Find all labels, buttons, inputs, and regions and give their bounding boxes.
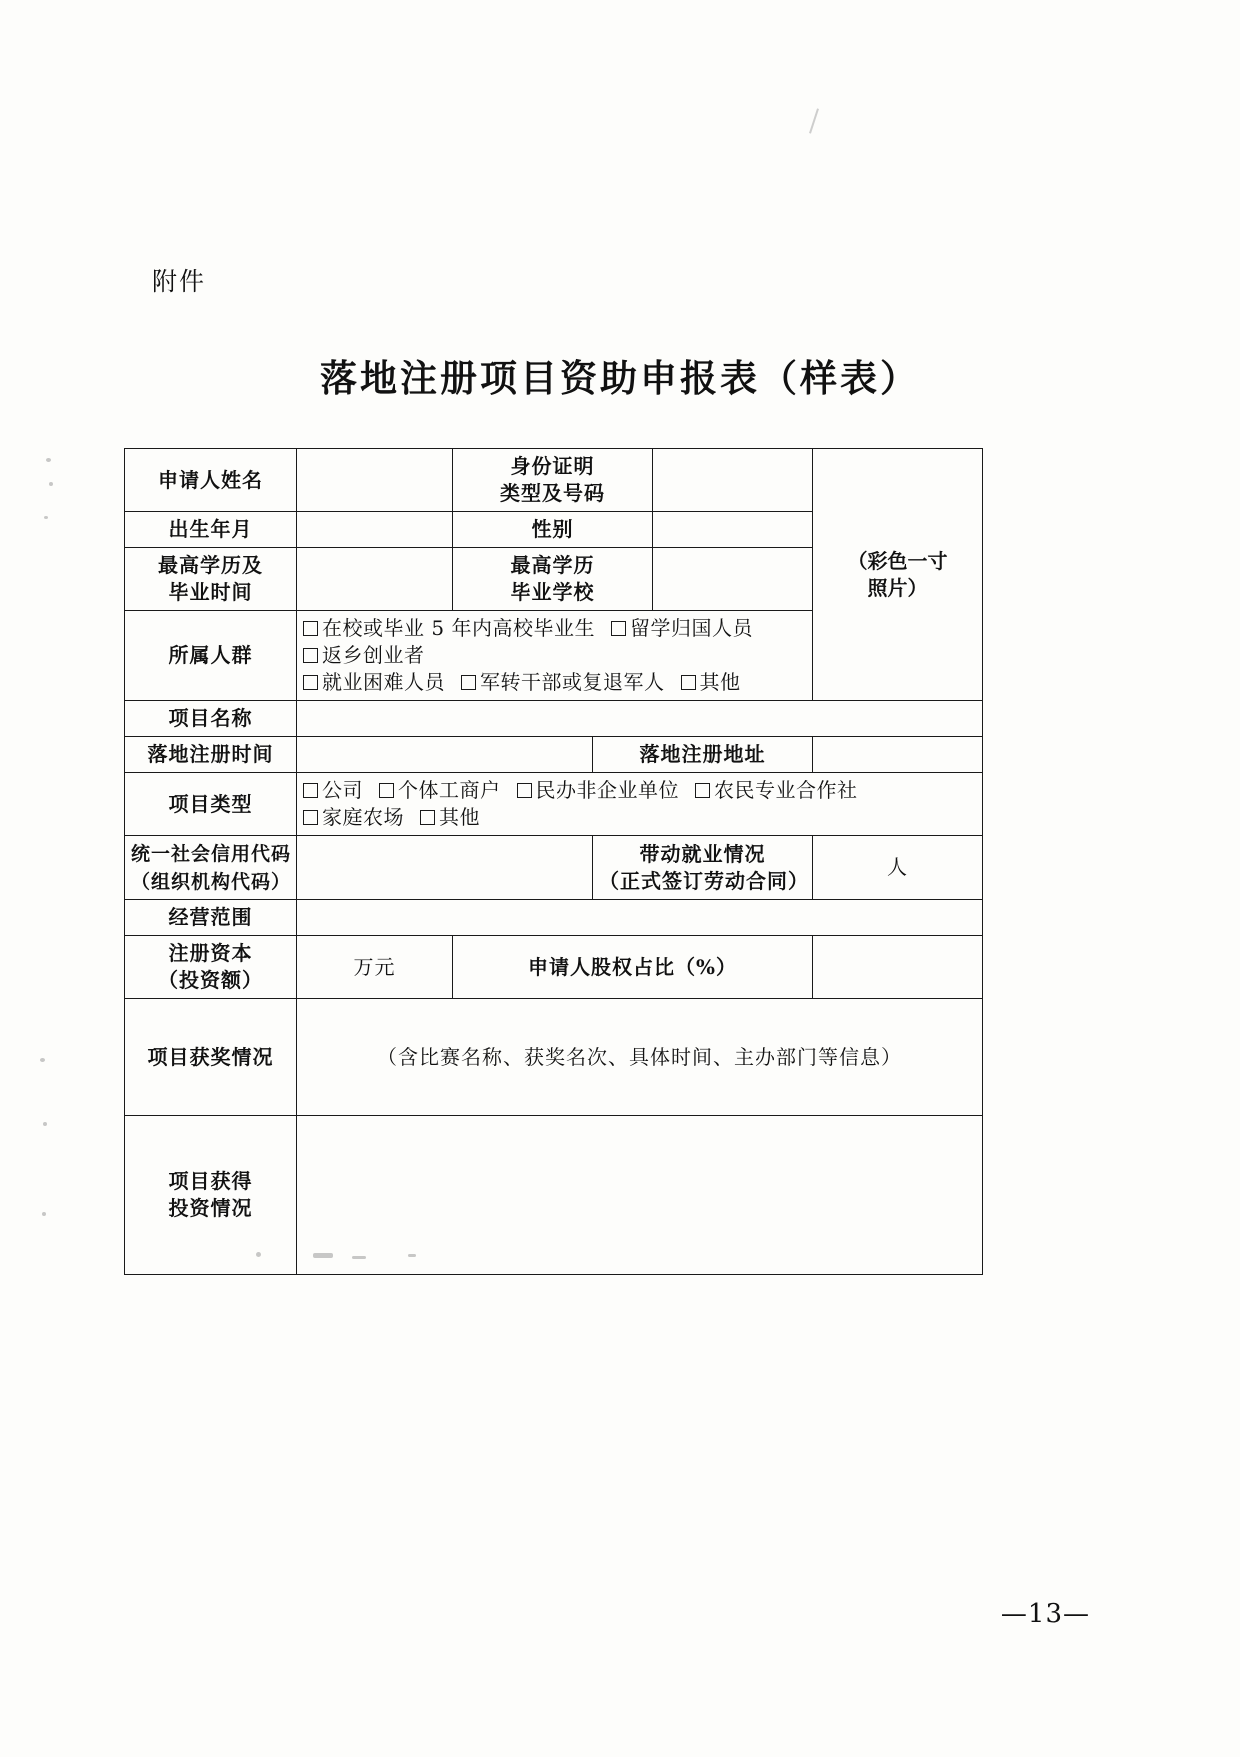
option-label: 公司 bbox=[322, 778, 363, 802]
checkbox-option-company[interactable] bbox=[303, 777, 363, 804]
award-label: 项目获奖情况 bbox=[125, 999, 297, 1116]
option-label: 留学归国人员 bbox=[629, 616, 753, 640]
register-address-value[interactable] bbox=[813, 737, 983, 773]
checkbox-option-farm[interactable] bbox=[303, 804, 404, 831]
project-type-label: 项目类型 bbox=[125, 773, 297, 836]
option-label: 个体工商户 bbox=[398, 778, 501, 802]
checkbox-icon[interactable] bbox=[303, 675, 318, 690]
award-note[interactable]: （含比赛名称、获奖名次、具体时间、主办部门等信息） bbox=[297, 999, 983, 1116]
credit-code-value[interactable] bbox=[297, 836, 593, 900]
investment-label: 项目获得 投资情况 bbox=[125, 1116, 297, 1275]
id-number-value[interactable] bbox=[653, 449, 813, 512]
project-type-options-cell bbox=[297, 773, 983, 836]
project-name-label: 项目名称 bbox=[125, 701, 297, 737]
scan-speck bbox=[46, 458, 51, 462]
page-title: 落地注册项目资助申报表（样表） bbox=[320, 356, 920, 400]
application-form-table bbox=[124, 448, 983, 1275]
applicant-name-value[interactable] bbox=[297, 449, 453, 512]
scan-speck bbox=[44, 516, 48, 519]
checkbox-icon[interactable] bbox=[303, 621, 318, 636]
option-label: 其他 bbox=[439, 805, 480, 829]
option-label: 在校或毕业 5 年内高校毕业生 bbox=[322, 616, 595, 640]
option-label: 农民专业合作社 bbox=[714, 778, 858, 802]
register-time-label: 落地注册时间 bbox=[125, 737, 297, 773]
employment-unit: 人 bbox=[813, 836, 983, 900]
option-label: 其他 bbox=[699, 670, 741, 694]
business-scope-label: 经营范围 bbox=[125, 900, 297, 936]
checkbox-icon[interactable] bbox=[681, 675, 696, 690]
scan-speck bbox=[49, 482, 53, 486]
checkbox-option-student[interactable] bbox=[303, 615, 595, 642]
register-time-value[interactable] bbox=[297, 737, 593, 773]
education-value[interactable] bbox=[297, 548, 453, 611]
business-scope-value[interactable] bbox=[297, 900, 983, 936]
table-row bbox=[125, 773, 983, 836]
option-label: 就业困难人员 bbox=[322, 670, 445, 694]
option-label: 民办非企业单位 bbox=[535, 778, 679, 802]
checkbox-option-individual[interactable] bbox=[379, 777, 501, 804]
checkbox-icon[interactable] bbox=[303, 648, 318, 663]
table-row bbox=[125, 836, 983, 900]
gender-label: 性别 bbox=[453, 512, 653, 548]
table-row bbox=[125, 936, 983, 999]
scan-streak bbox=[809, 108, 819, 133]
page-number: —13— bbox=[1000, 1599, 1090, 1629]
school-value[interactable] bbox=[653, 548, 813, 611]
photo-placeholder-cell: （彩色一寸 照片） bbox=[813, 449, 983, 701]
scan-speck bbox=[40, 1058, 45, 1062]
checkbox-option-other-type[interactable] bbox=[420, 804, 480, 831]
checkbox-icon[interactable] bbox=[517, 783, 532, 798]
option-label: 军转干部或复退军人 bbox=[480, 670, 665, 694]
checkbox-option-other-group[interactable] bbox=[681, 669, 741, 696]
checkbox-icon[interactable] bbox=[420, 810, 435, 825]
checkbox-option-difficult[interactable] bbox=[303, 669, 445, 696]
school-label: 最高学历 毕业学校 bbox=[453, 548, 653, 611]
checkbox-icon[interactable] bbox=[611, 621, 626, 636]
option-label: 家庭农场 bbox=[322, 805, 404, 829]
investment-value[interactable] bbox=[297, 1116, 983, 1275]
birth-value[interactable] bbox=[297, 512, 453, 548]
table-row bbox=[125, 900, 983, 936]
gender-value[interactable] bbox=[653, 512, 813, 548]
checkbox-option-nonprofit[interactable] bbox=[517, 777, 680, 804]
education-label: 最高学历及 毕业时间 bbox=[125, 548, 297, 611]
equity-label: 申请人股权占比（%） bbox=[453, 936, 813, 999]
equity-value[interactable] bbox=[813, 936, 983, 999]
project-name-value[interactable] bbox=[297, 701, 983, 737]
checkbox-icon[interactable] bbox=[461, 675, 476, 690]
table-row bbox=[125, 449, 983, 512]
option-label: 返乡创业者 bbox=[322, 643, 425, 667]
checkbox-icon[interactable] bbox=[695, 783, 710, 798]
checkbox-option-hometown[interactable] bbox=[303, 642, 425, 669]
group-label: 所属人群 bbox=[125, 611, 297, 701]
applicant-name-label: 申请人姓名 bbox=[125, 449, 297, 512]
table-row bbox=[125, 999, 983, 1116]
checkbox-icon[interactable] bbox=[303, 783, 318, 798]
table-row bbox=[125, 1116, 983, 1275]
id-type-number-label: 身份证明 类型及号码 bbox=[453, 449, 653, 512]
birth-label: 出生年月 bbox=[125, 512, 297, 548]
checkbox-icon[interactable] bbox=[303, 810, 318, 825]
checkbox-option-veteran[interactable] bbox=[461, 669, 665, 696]
checkbox-icon[interactable] bbox=[379, 783, 394, 798]
employment-label: 带动就业情况 （正式签订劳动合同） bbox=[593, 836, 813, 900]
scan-speck bbox=[43, 1122, 47, 1126]
group-options-cell bbox=[297, 611, 813, 701]
table-row bbox=[125, 737, 983, 773]
register-address-label: 落地注册地址 bbox=[593, 737, 813, 773]
capital-unit: 万元 bbox=[297, 936, 453, 999]
scan-speck bbox=[42, 1212, 46, 1216]
checkbox-option-returnee[interactable] bbox=[611, 615, 753, 642]
capital-label: 注册资本 （投资额） bbox=[125, 936, 297, 999]
checkbox-option-coop[interactable] bbox=[695, 777, 858, 804]
table-row bbox=[125, 701, 983, 737]
attachment-label: 附件 bbox=[152, 267, 207, 296]
credit-code-label: 统一社会信用代码 （组织机构代码） bbox=[125, 836, 297, 900]
